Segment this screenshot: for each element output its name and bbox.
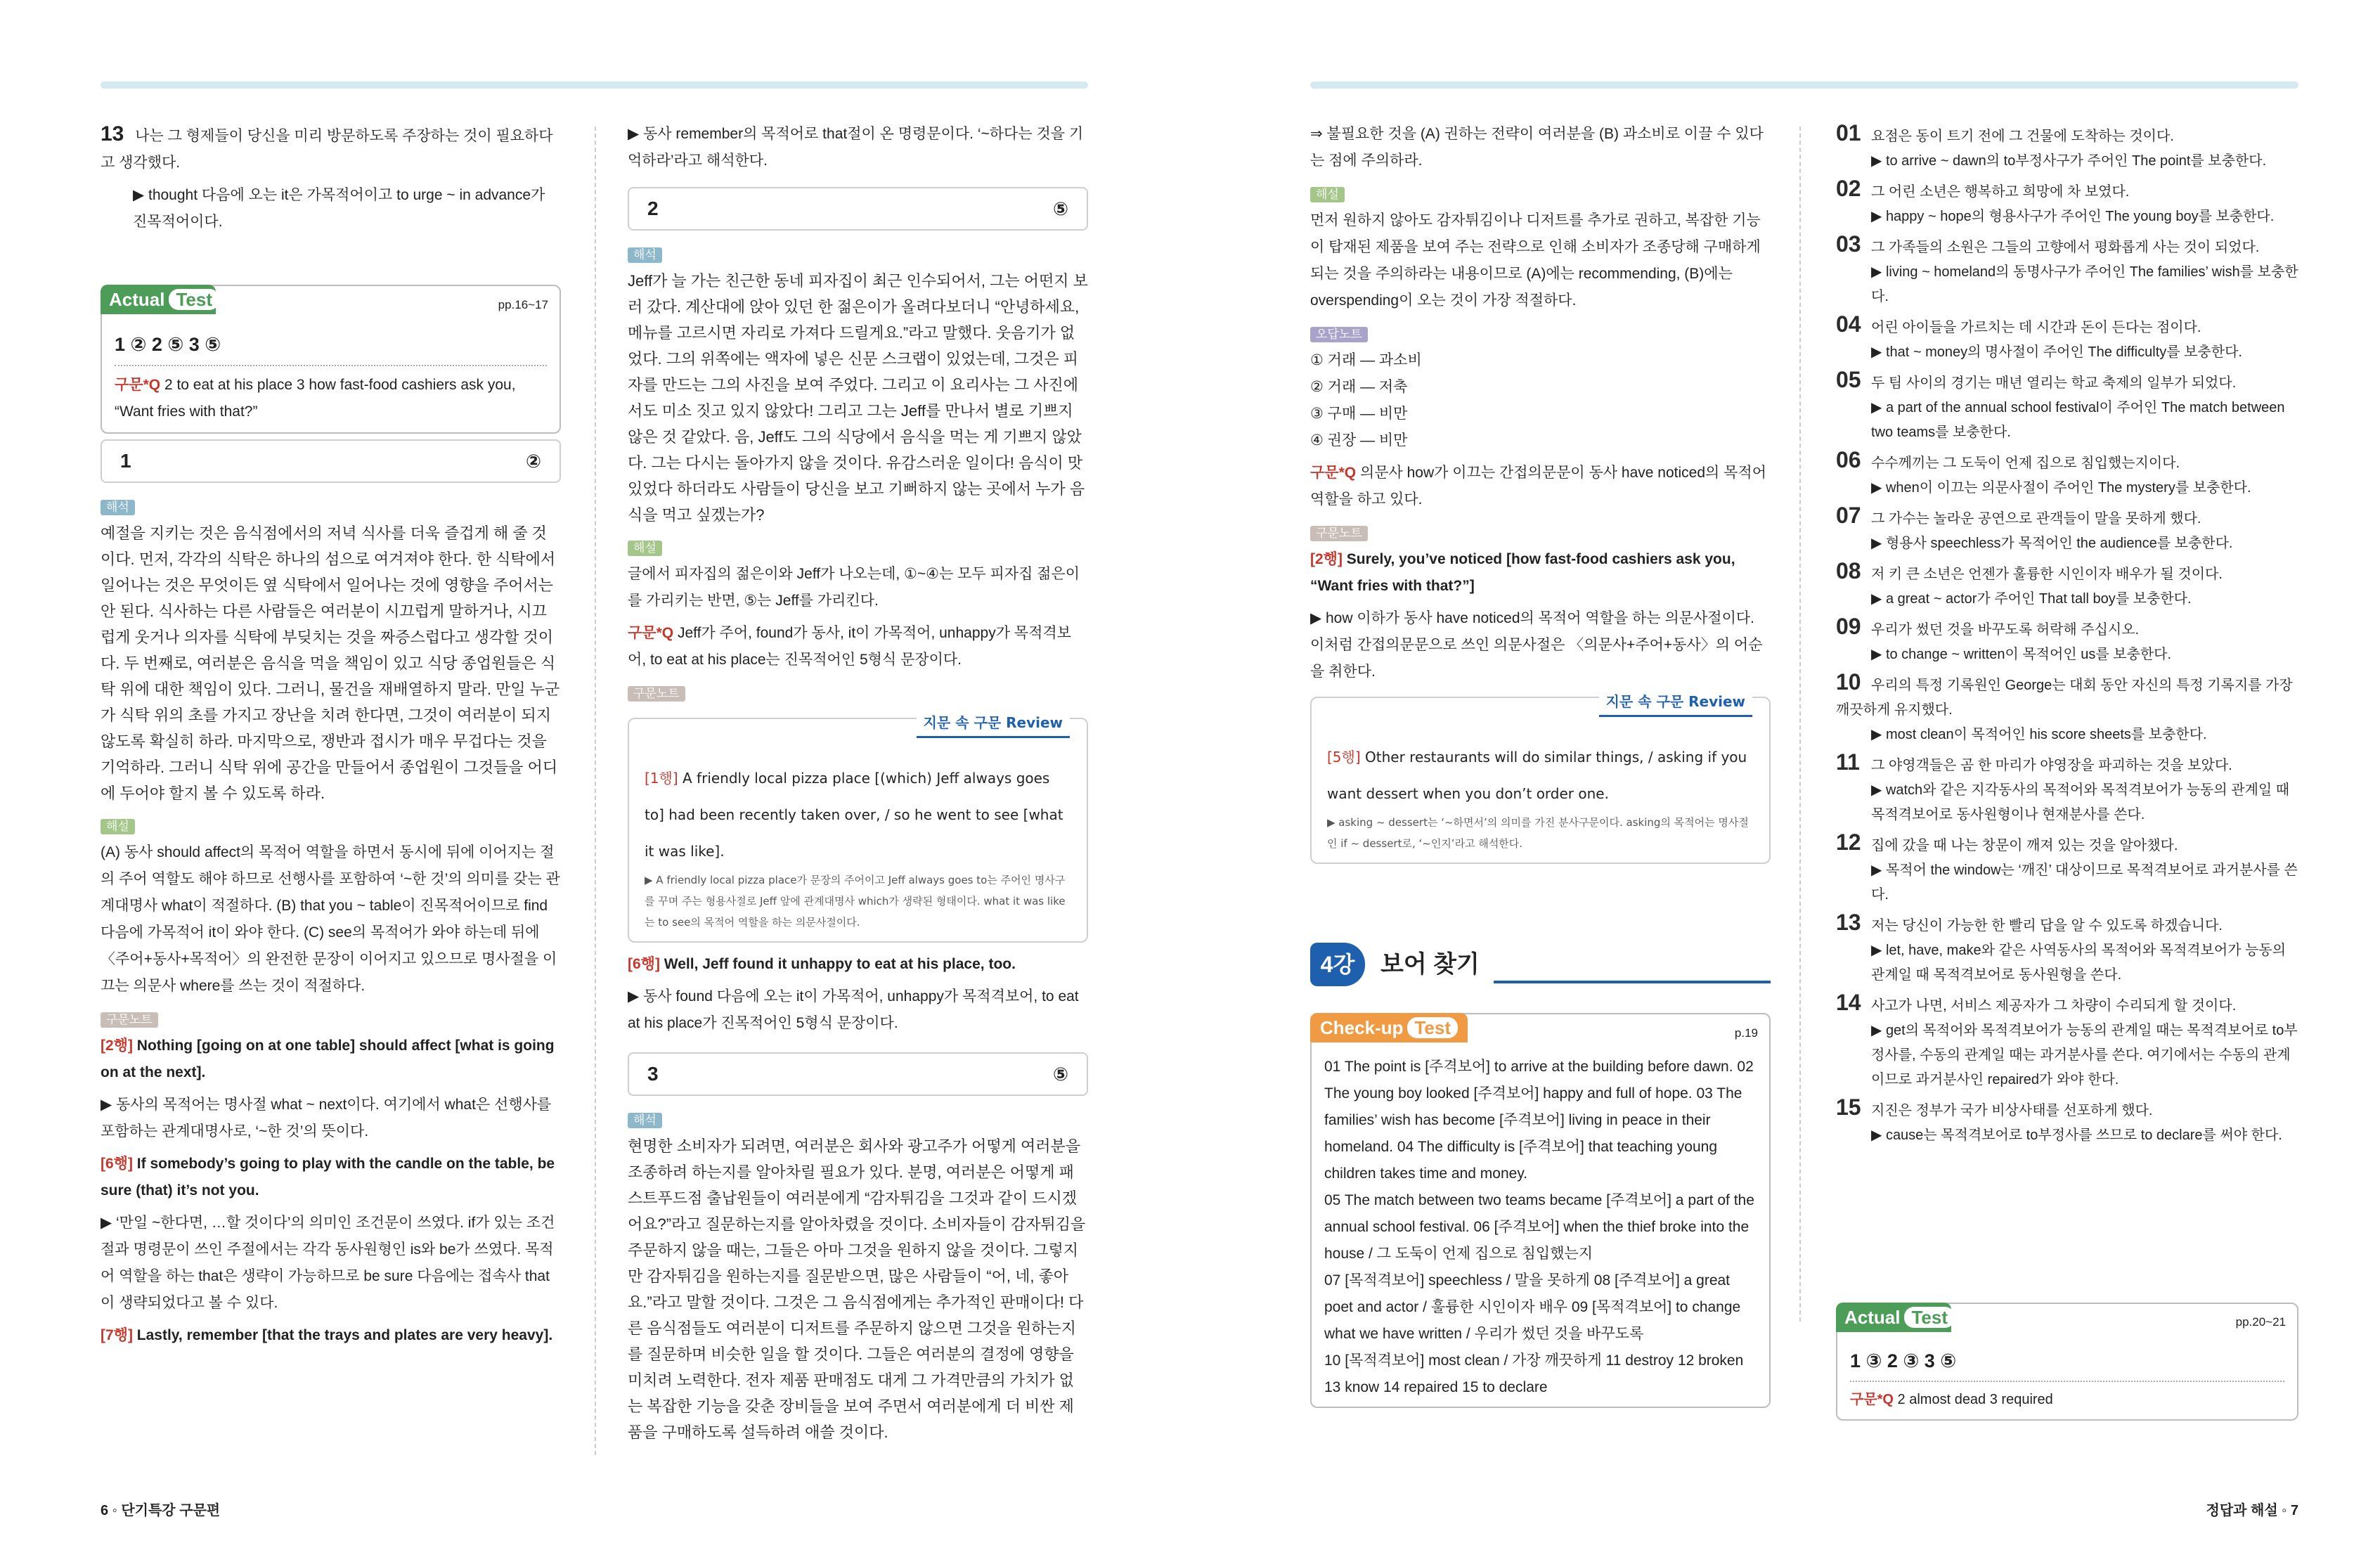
answer-row	[1836, 121, 2298, 174]
answer-text: 지진은 정부가 국가 비상사태를 선포하게 했다.	[1871, 1103, 2153, 1118]
q-label: 구문*Q	[115, 377, 161, 393]
divider-right	[1799, 127, 1801, 1322]
left-column-1	[101, 121, 561, 1355]
sentence: Other restaurants will do similar things, / asking if you want dessert when you don’t order one.	[1327, 749, 1747, 802]
translation-text: Jeff가 늘 가는 친근한 동네 피자집이 최근 인수되어서, 그는 어떤지 보러 갔다. 계산대에 앉아 있던 한 젊은이가 올려다보더니 “안녕하세요, 메뉴를 고르시면 자리로 가져다 드릴게요.”라고 말했다. 웃음기가 없었다. 그의 위쪽에는 액자에 넣은 신문 스크랩이 있었는데, 그것은 피자를 만드는 그의 사진을 보여 주었다. 그리고 이 요리사는 그 사진에서도 미소 짓고 있지 않았다! 그리고 그는 Jeff를 만나서 별로 기쁘지 않은 것 같았다. 음, Jeff도 그의 식당에서 음식을 먹는 게 기쁘지 않았다. 그는 다시는 돌아가지 않을 것이다. 유감스러운 일이다! 음식이 맛있었다 하더라도 사람들이 당신을 보고 기뻐하지 않는 곳에서 누가 음식을 먹고 싶겠는가?	[628, 272, 1088, 524]
answer-number: 13	[1836, 910, 1861, 935]
sentence: A friendly local pizza place [(which) Jeff always goes to] had been recently taken over, / so he went to see [what it was like].	[645, 770, 1063, 860]
lesson-header	[1310, 941, 1771, 988]
answer-number: 07	[1836, 503, 1861, 528]
answer-number: 10	[1836, 669, 1861, 695]
checkup-line-4: 10 [목적격보어] most clean / 가장 깨끗하게 11 destroy 12 broken 13 know 14 repaired 15 to declare	[1324, 1352, 1744, 1395]
grammar-sentence-3	[101, 1322, 561, 1349]
answer-note: ▶ a great ~ actor가 주어인 That tall boy를 보충한다.	[1871, 591, 2192, 607]
grammar-note: ▶ 동사 found 다음에 오는 it이 가목적어, unhappy가 목적격보어, to eat at his place가 진목적어인 5형식 문장이다.	[628, 988, 1079, 1031]
answer-text: 두 팀 사이의 경기는 매년 열리는 학교 축제의 일부가 되었다.	[1871, 375, 2237, 391]
actual-test-title	[101, 285, 216, 314]
translation-tag: 해석	[101, 500, 135, 515]
answer-text: 사고가 나면, 서비스 제공자가 그 차량이 수리되게 할 것이다.	[1871, 998, 2237, 1014]
answer-line: 1 ③ 2 ③ 3 ⑤	[1850, 1349, 2284, 1382]
footer-left: 6 ◦ 단기특강 구문편	[101, 1503, 221, 1518]
answer-row	[1836, 448, 2298, 500]
answer-number: 15	[1836, 1094, 1861, 1120]
q-text: 의문사 how가 이끄는 간접의문문이 동사 have noticed의 목적어 역할을 하고 있다.	[1310, 465, 1766, 508]
answer-main	[1836, 614, 2298, 642]
question-number: 2	[647, 198, 659, 219]
answer-text: 그 가수는 놀라운 공연으로 관객들이 말을 못하게 했다.	[1871, 511, 2201, 527]
top-bar-right	[1310, 82, 2298, 89]
actual-test-title	[1836, 1303, 1951, 1332]
explanation-tag: 해설	[628, 541, 662, 556]
answer-note: ▶ let, have, make와 같은 사역동사의 목적어와 목적격보어가 능동의 관계일 때 목적격보어로 동사원형을 쓴다.	[1871, 943, 2287, 983]
top-note: ⇒ 불필요한 것을 (A) 권하는 전략이 여러분을 (B) 과소비로 이끌 수 있다는 점에 주의하라.	[1310, 126, 1764, 169]
sentence: Nothing [going on at one table] should affect [what is going on at the next].	[101, 1038, 555, 1080]
grammar-note: ▶ how 이하가 동사 have noticed의 목적어 역할을 하는 의문사절이다. 이처럼 간접의문문으로 쓰인 의문사절은 〈의문사+주어+동사〉의 어순을 취한다.	[1310, 610, 1763, 680]
explanation-text: 글에서 피자집의 젊은이와 Jeff가 나오는데, ①~④는 모두 피자집 젊은이를 가리키는 반면, ⑤는 Jeff를 가리킨다.	[628, 566, 1080, 609]
answer-text: 그 야영객들은 곰 한 마리가 야영장을 파괴하는 것을 보았다.	[1871, 758, 2232, 773]
answer-text: 수수께끼는 그 도둑이 언제 집으로 침입했는지이다.	[1871, 456, 2180, 471]
answer-row	[1836, 176, 2298, 229]
actual-label: Actual	[1844, 1306, 1901, 1328]
explanation-tag: 해설	[101, 819, 135, 834]
answer-main	[1836, 448, 2298, 476]
answer-row	[1836, 232, 2298, 309]
answer-note: ▶ most clean이 목적어인 his score sheets를 보충한다.	[1871, 727, 2207, 742]
answer-note: ▶ when이 이끄는 의문사절이 주어인 The mystery를 보충한다.	[1871, 480, 2251, 496]
left-column-2	[628, 121, 1088, 1451]
item-text: 나는 그 형제들이 당신을 미리 방문하도록 주장하는 것이 필요하다고 생각했다.	[101, 128, 553, 171]
review-sentence	[645, 760, 1071, 870]
answer-main	[1836, 910, 2298, 938]
question-number: 3	[647, 1063, 659, 1085]
review-sentence	[1327, 739, 1754, 812]
right-column-2	[1836, 121, 2298, 1426]
answer-number: 12	[1836, 829, 1861, 855]
q-label: 구문*Q	[1310, 465, 1357, 481]
answer-number: 08	[1836, 558, 1861, 583]
answer-number: 04	[1836, 311, 1861, 337]
answer-note: ▶ a part of the annual school festival이 주어인 The match between two teams를 보충한다.	[1871, 400, 2285, 440]
explanation-tag: 해설	[1310, 187, 1345, 202]
q-line	[1310, 460, 1771, 513]
sentence: Lastly, remember [that the trays and plates are very heavy].	[136, 1327, 553, 1343]
answer-number: 03	[1836, 231, 1861, 257]
question-answer: ⑤	[1052, 1064, 1068, 1085]
grammar-note-2: ▶ ‘만일 ~한다면, …할 것이다’의 의미인 조건문이 쓰였다. if가 있는 조건절과 명령문이 쓰인 주절에서는 각각 동사원형인 is와 be가 쓰였다. 목적어 역할을 하는 that은 생략이 가능하므로 be sure 다음에는 접속사 that이 생략되었다고 볼 수 있다.	[101, 1215, 555, 1311]
question-header	[628, 187, 1088, 231]
explanation-text: (A) 동사 should affect의 목적어 역할을 하면서 동시에 뒤에 이어지는 절의 주어 역할도 해야 하므로 선행사를 포함하여 ‘~한 것’의 의미를 갖는 관계대명사 what이 적절하다. (B) that you ~ table이 진목적어이므로 find 다음에 가목적어 it이 와야 한다. (C) see의 목적어가 와야 하는데 뒤에 〈주어+동사+목적어〉의 완전한 문장이 이어지고 있으므로 명사절을 이끄는 의문사 where를 쓰는 것이 적절하다.	[101, 844, 560, 994]
question-header	[628, 1052, 1088, 1096]
answer-row	[1836, 559, 2298, 612]
answer-main	[1836, 670, 2298, 723]
answer-main	[1836, 503, 2298, 531]
top-note: ▶ 동사 remember의 목적어로 that절이 온 명령문이다. ‘~하다는 것을 기억하라’라고 해석한다.	[628, 126, 1084, 169]
answer-row	[1836, 368, 2298, 445]
checkup-line-2: 05 The match between two teams became [주격보어] a part of the annual school festival. 06 [주격보어] when the thief broke into the house / 그 도둑이 언제 집으로 침입했는지	[1324, 1192, 1754, 1262]
wrong-answer-3: ③ 구매 — 비만	[1310, 406, 1408, 422]
page-range: p.19	[1734, 1026, 1758, 1040]
question-number: 1	[120, 450, 131, 472]
answer-main	[1836, 750, 2298, 778]
line-ref: [6행]	[628, 956, 660, 972]
sentence: Well, Jeff found it unhappy to eat at his place, too.	[664, 956, 1016, 972]
answer-text: 어린 아이들을 가르치는 데 시간과 돈이 든다는 점이다.	[1871, 320, 2201, 335]
answer-note: ▶ happy ~ hope의 형용사구가 주어인 The young boy를 보충한다.	[1871, 209, 2275, 224]
answer-row	[1836, 830, 2298, 908]
wrong-answer-1: ① 거래 — 과소비	[1310, 352, 1422, 368]
answer-main	[1836, 312, 2298, 340]
answer-main	[1836, 176, 2298, 205]
item-13	[101, 121, 561, 176]
line-ref: [2행]	[1310, 551, 1343, 567]
wrong-answer-2: ② 거래 — 저축	[1310, 379, 1408, 395]
answer-row	[1836, 1095, 2298, 1148]
answer-number: 01	[1836, 120, 1861, 146]
divider-left	[595, 127, 596, 1455]
q-line	[1850, 1388, 2284, 1412]
checkup-label: Check-up	[1320, 1017, 1404, 1038]
actual-test-box	[1836, 1303, 2298, 1421]
item-number: 13	[101, 122, 124, 146]
answer-row	[1836, 312, 2298, 365]
grammar-sentence	[628, 951, 1088, 978]
grammar-note-tag: 구문노트	[101, 1012, 158, 1028]
answer-text: 그 어린 소년은 행복하고 희망에 차 보였다.	[1871, 184, 2130, 200]
test-label: Test	[169, 289, 219, 310]
test-label: Test	[1904, 1307, 1955, 1328]
checkup-line-1: 01 The point is [주격보어] to arrive at the building before dawn. 02 The young boy looked [주격보어] happy and full of hope. 03 The families’ wish has become [주격보어] living in peace in their homeland. 04 The difficulty is [주격보어] that teaching young children takes time and money.	[1324, 1059, 1754, 1182]
question-answer: ⑤	[1052, 198, 1068, 219]
answer-main	[1836, 830, 2298, 858]
translation-tag: 해석	[628, 247, 662, 263]
q-text: 2 almost dead 3 required	[1897, 1392, 2053, 1407]
grammar-sentence-1	[101, 1033, 561, 1086]
wrong-answer-tag: 오답노트	[1310, 327, 1368, 342]
wrong-answer-4: ④ 권장 — 비만	[1310, 432, 1408, 448]
q-label: 구문*Q	[628, 625, 674, 641]
answer-number: 05	[1836, 367, 1861, 392]
review-title: 지문 속 구문 Review	[917, 709, 1070, 738]
line-ref: [1행]	[645, 770, 678, 787]
answer-row	[1836, 670, 2298, 747]
footer-right: 정답과 해설 ◦ 7	[2206, 1503, 2298, 1518]
review-title: 지문 속 구문 Review	[1599, 688, 1752, 717]
lesson-title: 보어 찾기	[1380, 951, 1480, 978]
q-text: 2 to eat at his place 3 how fast-food cashiers ask you, “Want fries with that?”	[115, 377, 516, 420]
answer-note: ▶ 목적어 the window는 ‘깨진’ 대상이므로 목적격보어로 과거분사를 쓴다.	[1871, 863, 2298, 903]
answer-number: 11	[1836, 749, 1860, 775]
answer-line: 1 ② 2 ⑤ 3 ⑤	[115, 331, 547, 366]
line-ref: [5행]	[1327, 749, 1361, 766]
item-note: ▶ thought 다음에 오는 it은 가목적어이고 to urge ~ in advance가 진목적어이다.	[133, 187, 545, 230]
answer-row	[1836, 750, 2298, 827]
answer-text: 요점은 동이 트기 전에 그 건물에 도착하는 것이다.	[1871, 129, 2174, 144]
top-bar-left	[101, 82, 1088, 89]
q-label: 구문*Q	[1850, 1392, 1894, 1407]
grammar-sentence-2	[101, 1151, 561, 1204]
translation-text: 현명한 소비자가 되려면, 여러분은 회사와 광고주가 어떻게 여러분을 조종하려 하는지를 알아차릴 필요가 있다. 분명, 여러분은 어떻게 패스트푸드점 출납원들이 여러분에게 “감자튀김을 그것과 같이 드시겠어요?”라고 질문하는지를 알아차렸을 것이다. 소비자들이 감자튀김을 주문하지 않을 때는, 그들은 아마 그것을 원하지 않을 것이다. 그렇지만 감자튀김을 원하는지를 질문받으면, 많은 사람들이 “어, 네, 좋아요.”라고 말할 것이다. 그것은 그 음식점에게는 추가적인 판매이다! 다른 음식점들도 여러분이 디저트를 주문하지 않으면 그것을 원하는지를 질문하며 비슷한 일을 할 것이다. 그들은 여러분의 결정에 영향을 미치려 노력한다. 전자 제품 판매점도 대게 그 가격만큼의 가치가 없는 복잡한 기능을 갖춘 장비들을 보여 주면서 여러분에게 더 비싼 제품을 구매하도록 설득하려 애쓸 것이다.	[628, 1137, 1086, 1441]
translation-tag: 해석	[628, 1113, 662, 1128]
answer-note: ▶ living ~ homeland의 동명사구가 주어인 The families’ wish를 보충한다.	[1871, 264, 2298, 304]
answer-note: ▶ to change ~ written이 목적어인 us를 보충한다.	[1871, 647, 2172, 662]
review-box	[628, 714, 1088, 943]
grammar-note-1: ▶ 동사의 목적어는 명사절 what ~ next이다. 여기에서 what은 선행사를 포함하는 관계대명사로, ‘~한 것’의 뜻이다.	[101, 1097, 552, 1139]
answer-list	[1836, 121, 2298, 1148]
answer-main	[1836, 1095, 2298, 1123]
grammar-note-tag: 구문노트	[1310, 526, 1368, 541]
answer-note: ▶ watch와 같은 지각동사의 목적어와 목적격보어가 능동의 관계일 때 목적격보어로 동사원형이나 현재분사를 쓴다.	[1871, 782, 2290, 822]
actual-label: Actual	[109, 289, 165, 310]
answer-note: ▶ 형용사 speechless가 목적어인 the audience를 보충한다.	[1871, 536, 2233, 551]
translation-text: 예절을 지키는 것은 음식점에서의 저녁 식사를 더욱 즐겁게 해 줄 것이다. 먼저, 각각의 식탁은 하나의 섬으로 여겨져야 한다. 한 식탁에서 일어나는 것은 무엇이든 옆 식탁에서 일어나는 것에 영향을 주어서는 안 된다. 식사하는 다른 사람들은 여러분이 시끄럽게 말하거나, 시끄럽게 웃거나 의자를 식탁에 부딪치는 것을 짜증스럽다고 생각할 것이다. 두 번째로, 여러분은 음식을 먹을 책임이 있고 식당 종업원들은 식탁 위에 대한 책임이 있다. 그러니, 물건을 재배열하지 말라. 만일 누군가 식탁 위의 초를 가지고 장난을 치려 한다면, 그것이 여러분이 되지 않도록 확실히 하라. 마지막으로, 쟁반과 접시가 매우 무겁다는 것을 기억하라. 그러니 식탁 위에 공간을 만들어서 종업원이 그것들을 어디에 두어야 할지 볼 수 있도록 하라.	[101, 524, 560, 802]
answer-number: 02	[1836, 176, 1861, 201]
review-box	[1310, 693, 1771, 864]
answer-row	[1836, 614, 2298, 667]
answer-text: 저는 당신이 가능한 한 빨리 답을 알 수 있도록 하겠습니다.	[1871, 918, 2223, 934]
review-note: ▶ A friendly local pizza place가 문장의 주어이고 Jeff always goes to는 주어인 명사구를 꾸며 주는 형용사절로 Jeff 앞에 관계대명사 which가 생략된 형태이다. what it was like는 to see의 목적어 역할을 하는 의문사절이다.	[645, 874, 1066, 929]
answer-text: 우리의 특정 기록원인 George는 대회 동안 자신의 특정 기록지를 가장 깨끗하게 유지했다.	[1836, 678, 2293, 718]
answer-main	[1836, 121, 2298, 149]
answer-number: 06	[1836, 447, 1861, 472]
page-range: pp.16~17	[498, 298, 548, 311]
grammar-sentence	[1310, 546, 1771, 600]
answer-main	[1836, 232, 2298, 260]
answer-row	[1836, 503, 2298, 556]
answer-main	[1836, 559, 2298, 587]
answer-note: ▶ to arrive ~ dawn의 to부정사구가 주어인 The point를 보충한다.	[1871, 153, 2267, 169]
actual-test-box	[101, 285, 561, 434]
answer-note: ▶ cause는 목적격보어로 to부정사를 쓰므로 to declare를 써야 한다.	[1871, 1128, 2282, 1143]
line-ref: [2행]	[101, 1038, 133, 1054]
answer-note: ▶ that ~ money의 명사절이 주어인 The difficulty를 보충한다.	[1871, 344, 2242, 360]
question-header	[101, 439, 561, 483]
answer-row	[1836, 990, 2298, 1092]
answer-text: 우리가 썼던 것을 바꾸도록 허락해 주십시오.	[1871, 622, 2140, 638]
q-text: Jeff가 주어, found가 동사, it이 가목적어, unhappy가 목적격보어, to eat at his place는 진목적어인 5형식 문장이다.	[628, 625, 1071, 668]
review-note: ▶ asking ~ dessert는 ‘~하면서’의 의미를 가진 분사구문이다. asking의 목적어는 명사절인 if ~ dessert로, ‘~인지’라고 해석한다.	[1327, 816, 1749, 850]
sentence: Surely, you’ve noticed [how fast-food cashiers ask you, “Want fries with that?”]	[1310, 551, 1735, 594]
q-line	[628, 620, 1088, 673]
answer-main	[1836, 990, 2298, 1019]
answer-number: 14	[1836, 990, 1861, 1015]
lesson-number: 4강	[1310, 943, 1365, 986]
answer-text: 집에 갔을 때 나는 창문이 깨져 있는 것을 알아챘다.	[1871, 838, 2178, 853]
test-label: Test	[1407, 1017, 1458, 1038]
checkup-line-3: 07 [목적격보어] speechless / 말을 못하게 08 [주격보어] a great poet and actor / 훌륭한 시인이자 배우 09 [목적격보어] to change what we have written / 우리가 썼던 것을 바꾸도록	[1324, 1272, 1741, 1342]
answer-note: ▶ get의 목적어와 목적격보어가 능동의 관계일 때는 목적격보어로 to부정사를, 수동의 관계일 때는 과거분사를 쓴다. 여기에서는 수동의 관계이므로 과거분사인 repaired가 와야 한다.	[1871, 1023, 2298, 1087]
answer-text: 저 키 큰 소년은 언젠가 훌륭한 시인이자 배우가 될 것이다.	[1871, 567, 2223, 582]
line-ref: [6행]	[101, 1156, 133, 1172]
explanation-text: 먼저 원하지 않아도 감자튀김이나 디저트를 추가로 권하고, 복잡한 기능이 탑재된 제품을 보여 주는 전략으로 인해 소비자가 조종당해 구매하게 되는 것을 주의하라는 내용이므로 (A)에는 recommending, (B)에는 overspending이 오는 것이 가장 적절하다.	[1310, 212, 1761, 309]
question-answer: ②	[525, 451, 541, 472]
answer-number: 09	[1836, 614, 1861, 639]
grammar-note-tag: 구문노트	[628, 686, 685, 702]
sentence: If somebody’s going to play with the candle on the table, be sure (that) it’s not you.	[101, 1156, 555, 1199]
q-line	[115, 372, 547, 425]
answer-row	[1836, 910, 2298, 988]
answer-main	[1836, 368, 2298, 396]
right-column-1	[1310, 121, 1771, 1408]
answer-text: 그 가족들의 소원은 그들의 고향에서 평화롭게 사는 것이 되었다.	[1871, 240, 2260, 255]
checkup-test-box	[1310, 1013, 1771, 1408]
lesson-underline	[1494, 981, 1771, 983]
checkup-title	[1310, 1013, 1468, 1042]
line-ref: [7행]	[101, 1327, 133, 1343]
page-range: pp.20~21	[2235, 1315, 2286, 1329]
